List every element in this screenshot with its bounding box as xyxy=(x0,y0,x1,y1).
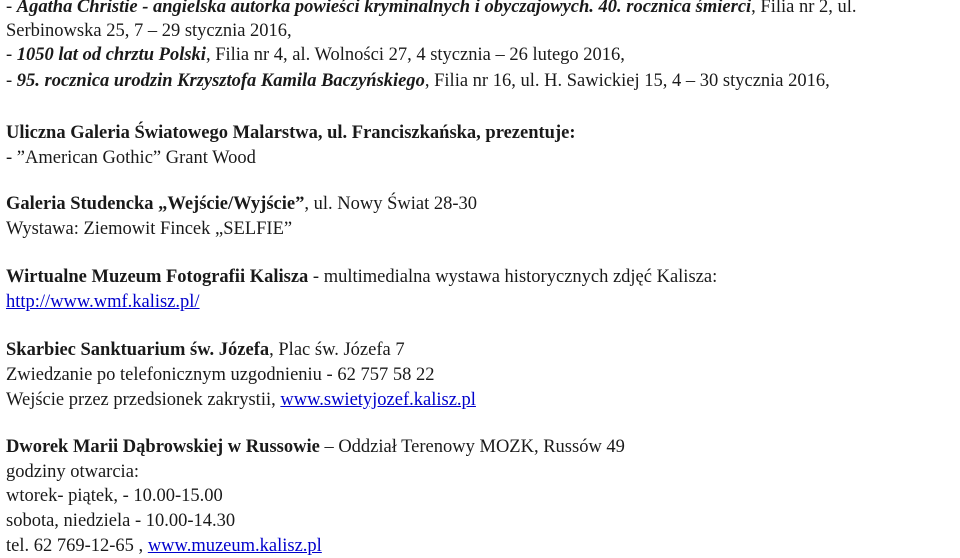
dabrowska-weekend: sobota, niedziela - 10.00-14.30 xyxy=(6,511,236,531)
dabrowska-hours-label: godziny otwarcia: xyxy=(6,462,140,482)
gallery-street-heading: Uliczna Galeria Światowego Malarstwa, ul. Franciszkańska, prezentuje: xyxy=(6,123,576,143)
treasury-visiting: Zwiedzanie po telefonicznym uzgodnieniu - 62 757 58 22 xyxy=(6,365,435,385)
baczynski-line xyxy=(6,70,830,92)
poland-line xyxy=(6,44,625,66)
virtual-museum-title xyxy=(6,266,717,288)
dabrowska-link[interactable]: www.muzeum.kalisz.pl xyxy=(147,536,322,556)
virtual-museum-link-line xyxy=(6,291,200,313)
dabrowska-phone: tel. 62 769-12-65 , xyxy=(6,536,148,556)
gallery-street-item: - ”American Gothic” Grant Wood xyxy=(6,148,256,168)
baczynski-location: , Filia nr 16, ul. H. Sawickiej 15, 4 – 30 stycznia 2016, xyxy=(424,71,830,91)
dash: - xyxy=(6,45,17,65)
treasury-entrance-line xyxy=(6,389,476,411)
dabrowska-address: – Oddział Terenowy MOZK, Russów 49 xyxy=(319,437,625,457)
gallery-student-exhibition: Wystawa: Ziemowit Fincek „SELFIE” xyxy=(6,219,293,239)
gallery-student-title xyxy=(6,193,477,215)
gallery-street-title xyxy=(6,122,576,144)
gallery-student-heading: Galeria Studencka „Wejście/Wyjście” xyxy=(6,194,305,214)
dabrowska-title xyxy=(6,436,625,458)
gallery-student-address: , ul. Nowy Świat 28-30 xyxy=(304,194,478,214)
poland-location: , Filia nr 4, al. Wolności 27, 4 stycznia – 26 lutego 2016, xyxy=(205,45,625,65)
treasury-link[interactable]: www.swietyjozef.kalisz.pl xyxy=(280,390,476,410)
virtual-museum-description: - multimedialna wystawa historycznych zdjęć Kalisza: xyxy=(308,267,718,287)
christie-title: Agatha Christie - angielska autorka powieści kryminalnych i obyczajowych. 40. rocznica śmierci xyxy=(16,0,752,17)
treasury-heading: Skarbiec Sanktuarium św. Józefa xyxy=(6,340,270,360)
dabrowska-heading: Dworek Marii Dąbrowskiej w Russowie xyxy=(6,437,320,457)
dabrowska-contact-line xyxy=(6,535,322,557)
christie-line xyxy=(6,0,857,18)
christie-location: , Filia nr 2, ul. xyxy=(751,0,857,17)
dabrowska-weekdays: wtorek- piątek, - 10.00-15.00 xyxy=(6,486,223,506)
dash: - xyxy=(6,0,17,17)
treasury-title xyxy=(6,339,405,361)
poland-title: 1050 lat od chrztu Polski xyxy=(16,45,206,65)
treasury-address: , Plac św. Józefa 7 xyxy=(269,340,405,360)
virtual-museum-link[interactable]: http://www.wmf.kalisz.pl/ xyxy=(6,292,200,312)
dash: - xyxy=(6,71,17,91)
virtual-museum-heading: Wirtualne Muzeum Fotografii Kalisza xyxy=(6,267,309,287)
christie-line-2: Serbinowska 25, 7 – 29 stycznia 2016, xyxy=(6,21,292,41)
baczynski-title: 95. rocznica urodzin Krzysztofa Kamila Baczyńskiego xyxy=(16,71,425,91)
treasury-entrance: Wejście przez przedsionek zakrystii, xyxy=(6,390,281,410)
